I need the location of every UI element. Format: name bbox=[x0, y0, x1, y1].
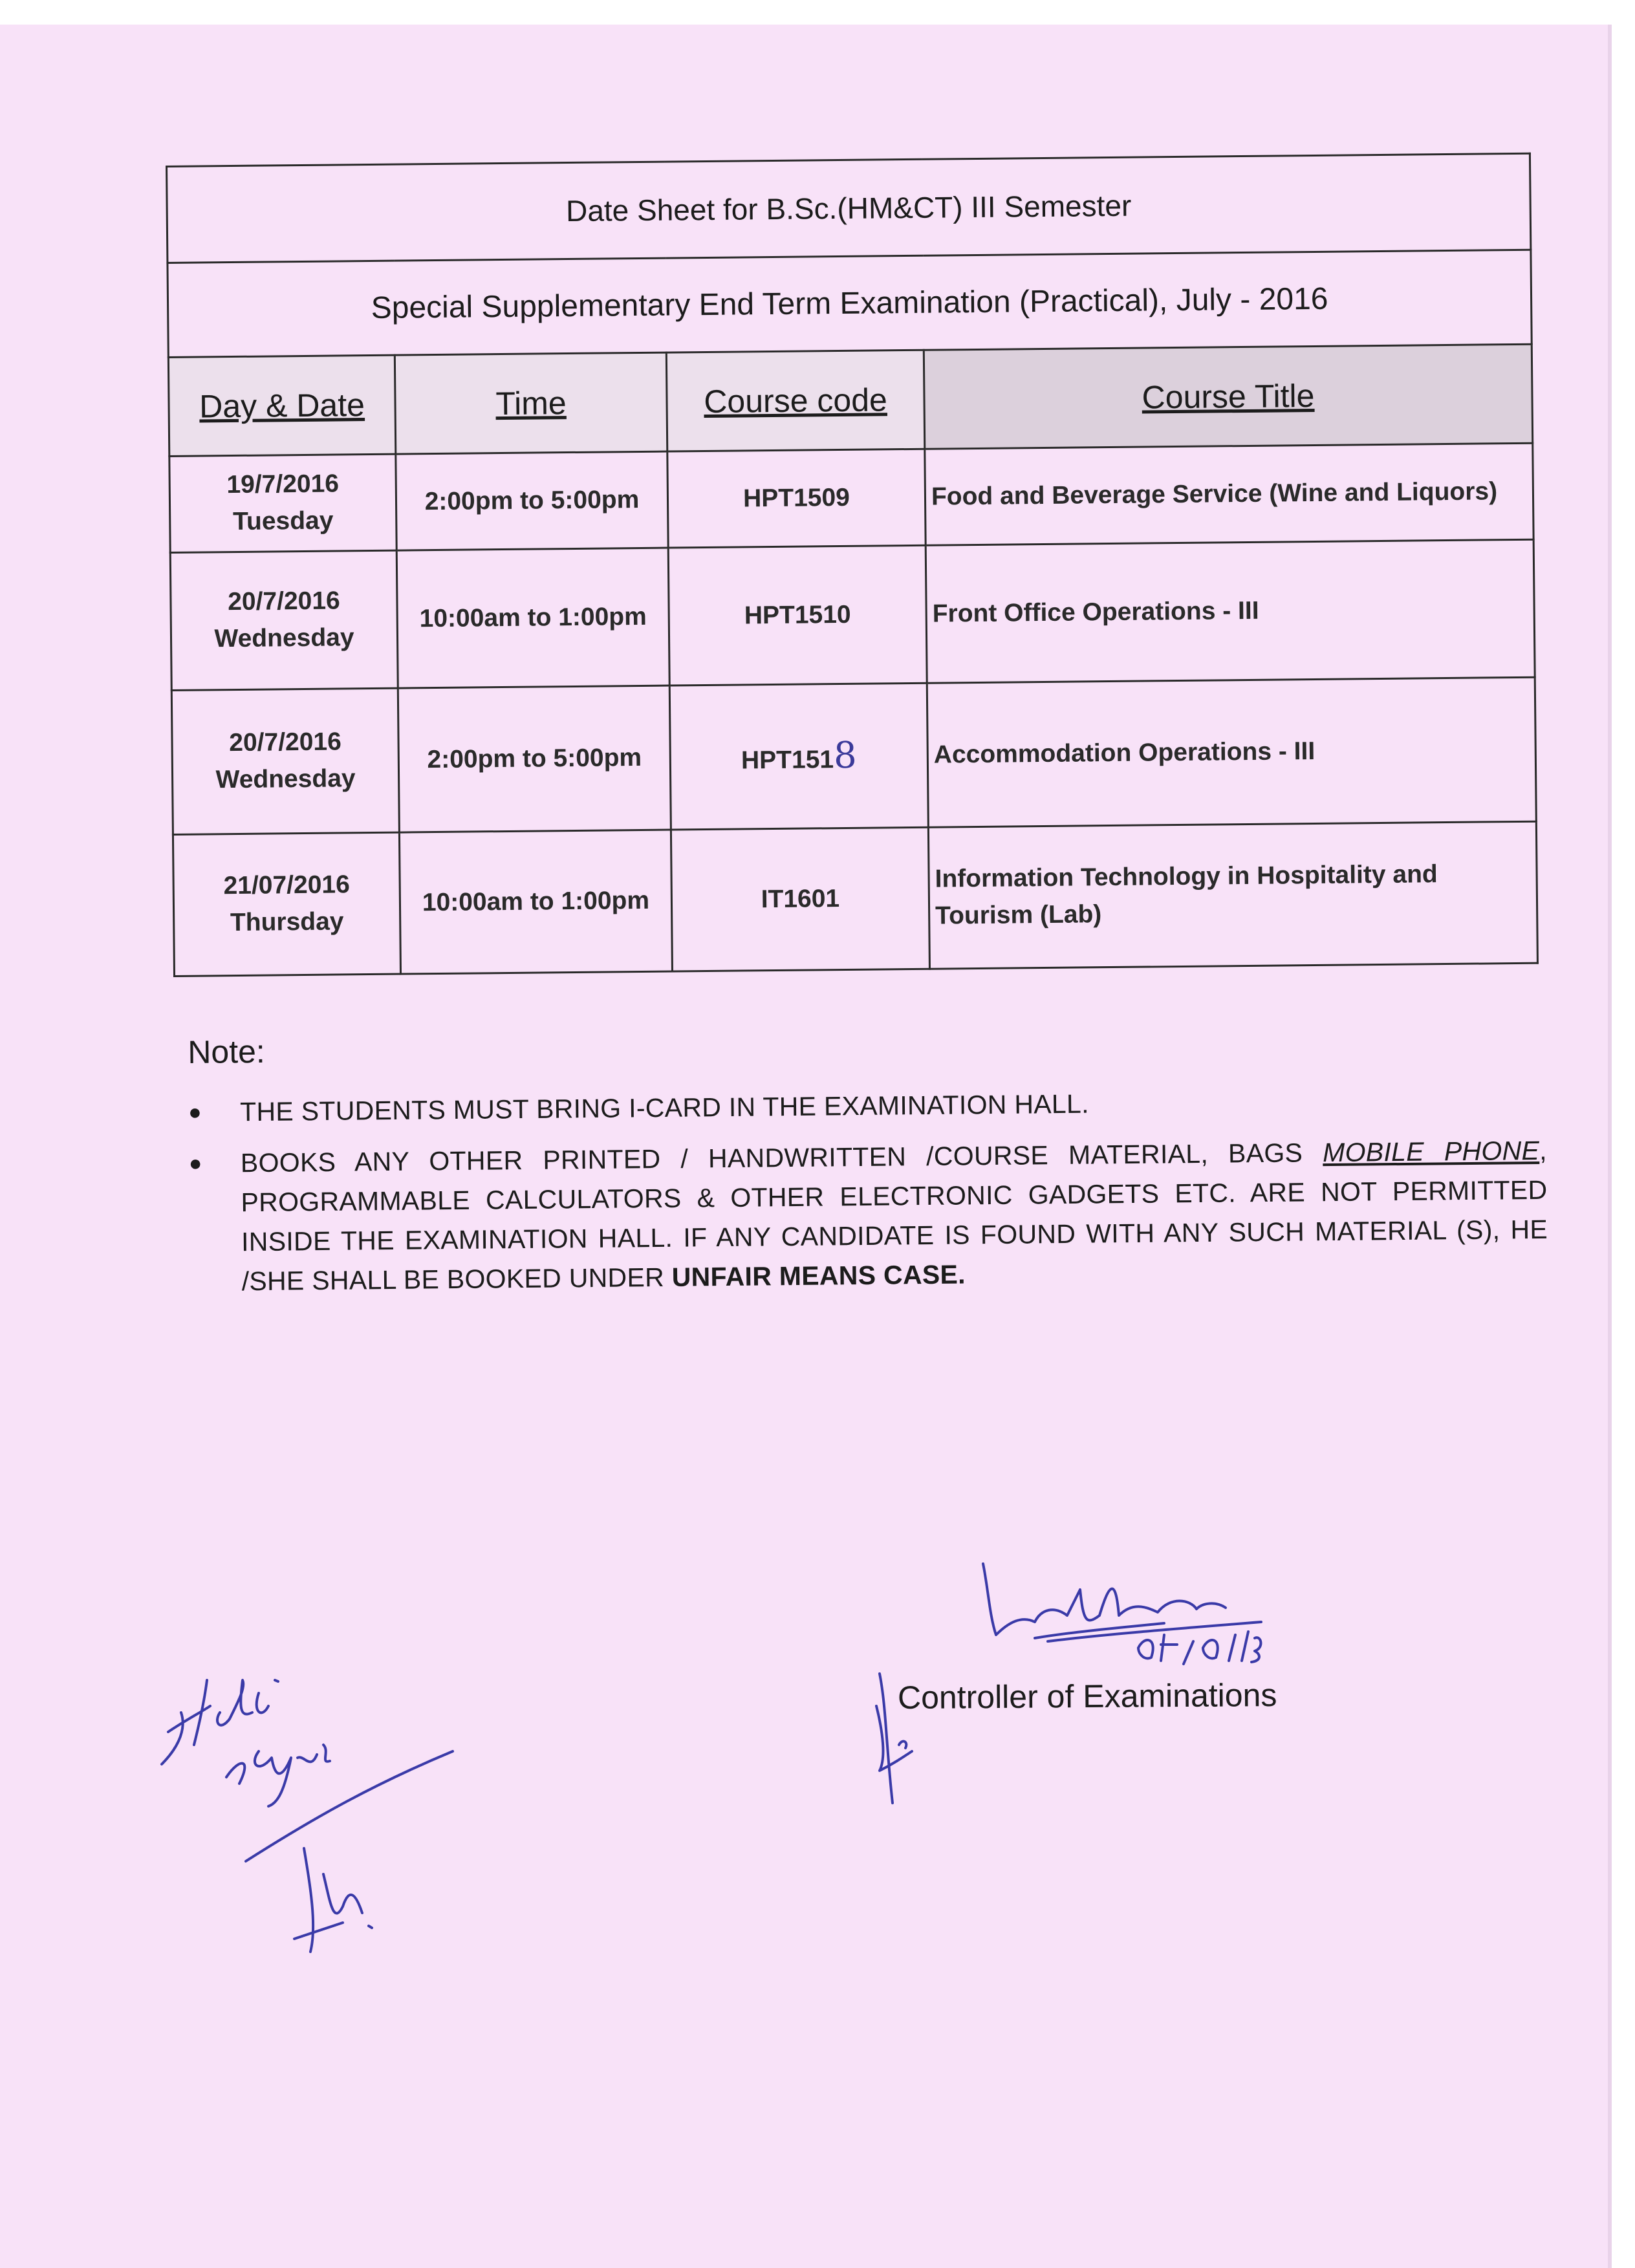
note-emphasis: MOBILE PHONE bbox=[1322, 1135, 1540, 1168]
note-text: THE STUDENTS MUST BRING I-CARD IN THE EXAMINATION HALL. bbox=[239, 1088, 1090, 1127]
date-text: 21/07/2016 bbox=[223, 870, 350, 900]
date-cell bbox=[171, 688, 399, 834]
document-title: Date Sheet for B.Sc.(HM&CT) III Semester bbox=[167, 153, 1531, 263]
date-text: 20/7/2016 bbox=[229, 728, 342, 757]
code-cell: HPT1510 bbox=[668, 545, 927, 686]
course-title-cell: Accommodation Operations - III bbox=[927, 677, 1536, 827]
code-cell: IT1601 bbox=[671, 827, 929, 971]
column-header-time: Time bbox=[395, 352, 667, 454]
column-header-date: Day & Date bbox=[168, 355, 395, 456]
document-page bbox=[0, 25, 1608, 2268]
table-row bbox=[173, 821, 1537, 976]
date-cell bbox=[169, 454, 396, 552]
date-cell bbox=[170, 550, 398, 690]
date-text: 20/7/2016 bbox=[228, 587, 340, 616]
course-title-cell: Food and Beverage Service (Wine and Liquors) bbox=[925, 443, 1533, 545]
exam-subtitle: Special Supplementary End Term Examination (Practical), July - 2016 bbox=[168, 250, 1532, 357]
time-cell: 2:00pm to 5:00pm bbox=[398, 686, 671, 832]
table-row bbox=[169, 443, 1533, 552]
signatory-title: Controller of Examinations bbox=[897, 1676, 1277, 1716]
note-item bbox=[189, 1131, 1548, 1302]
day-text: Thursday bbox=[230, 907, 344, 937]
bullet-icon: ● bbox=[188, 1150, 202, 1176]
code-cell: HPT1509 bbox=[667, 449, 926, 548]
date-cell bbox=[173, 832, 400, 976]
date-sheet-table-wrap bbox=[166, 153, 1537, 977]
date-sheet-table bbox=[166, 153, 1539, 977]
signature-date-icon bbox=[1132, 1622, 1268, 1674]
table-row bbox=[170, 539, 1535, 690]
code-text: HPT151 bbox=[741, 746, 834, 775]
note-heading: Note: bbox=[188, 1033, 266, 1070]
column-header-title: Course Title bbox=[924, 344, 1532, 449]
day-text: Wednesday bbox=[215, 764, 356, 794]
column-header-code: Course code bbox=[666, 350, 924, 451]
note-item bbox=[188, 1080, 1546, 1132]
handwritten-digit: 8 bbox=[833, 735, 857, 777]
handwritten-signature-icon bbox=[149, 1667, 485, 1971]
bullet-icon: ● bbox=[188, 1099, 202, 1125]
code-cell bbox=[669, 683, 928, 830]
day-text: Tuesday bbox=[232, 506, 334, 536]
note-text-part: , PROGRAMMABLE CALCULATORS & OTHER ELECTRONIC GADGETS ETC. ARE NOT PERMITTED INSIDE THE EXAMINATION HALL. IF ANY CANDIDATE IS FOUND WITH ANY SUCH MATERIAL (S), HE /SHE SHALL BE BOOKED UNDER bbox=[241, 1135, 1548, 1297]
course-title-cell: Information Technology in Hospitality and Tourism (Lab) bbox=[928, 821, 1537, 969]
note-bold-warning: UNFAIR MEANS CASE. bbox=[671, 1259, 966, 1292]
note-text bbox=[241, 1131, 1548, 1301]
table-row bbox=[171, 677, 1536, 834]
notes-section bbox=[188, 1021, 1548, 1313]
day-text: Wednesday bbox=[214, 623, 354, 653]
date-text: 19/7/2016 bbox=[226, 470, 340, 499]
time-cell: 10:00am to 1:00pm bbox=[396, 548, 669, 688]
course-title-cell: Front Office Operations - III bbox=[926, 539, 1535, 683]
note-text-part: BOOKS ANY OTHER PRINTED / HANDWRITTEN /COURSE MATERIAL, BAGS bbox=[240, 1138, 1323, 1178]
time-cell: 2:00pm to 5:00pm bbox=[396, 451, 668, 550]
time-cell: 10:00am to 1:00pm bbox=[399, 830, 672, 974]
